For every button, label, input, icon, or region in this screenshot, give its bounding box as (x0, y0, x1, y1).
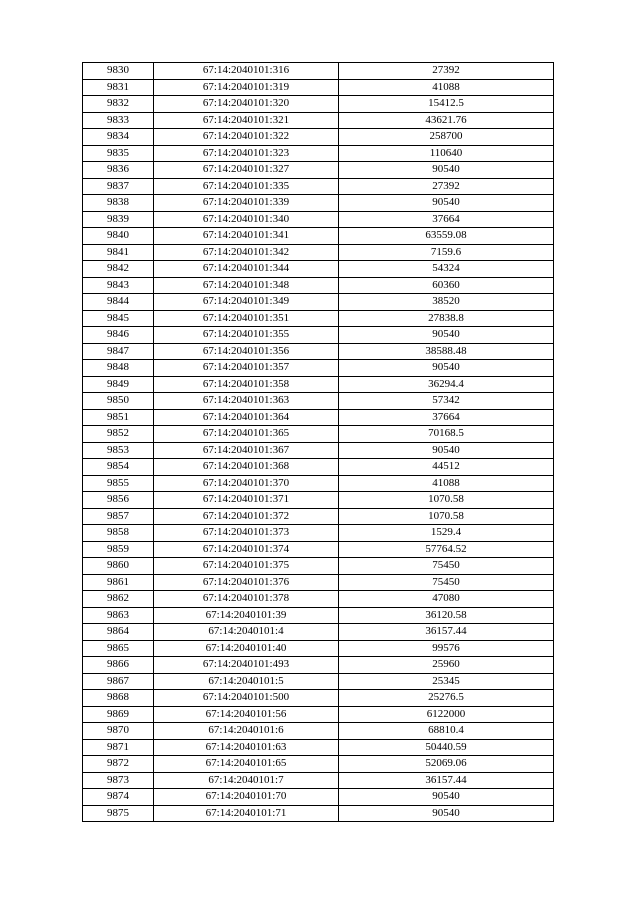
table-row (83, 261, 554, 278)
row-number-cell: 9852 (83, 426, 154, 443)
value-cell: 90540 (339, 195, 554, 212)
row-number-cell: 9855 (83, 475, 154, 492)
table-row (83, 756, 554, 773)
table-row (83, 558, 554, 575)
cadastral-number-cell: 67:14:2040101:327 (154, 162, 339, 179)
value-cell: 90540 (339, 162, 554, 179)
value-cell: 36294.4 (339, 376, 554, 393)
cadastral-number-cell: 67:14:2040101:342 (154, 244, 339, 261)
value-cell: 70168.5 (339, 426, 554, 443)
row-number-cell: 9834 (83, 129, 154, 146)
value-cell: 7159.6 (339, 244, 554, 261)
value-cell: 90540 (339, 360, 554, 377)
row-number-cell: 9865 (83, 640, 154, 657)
cadastral-number-cell: 67:14:2040101:4 (154, 624, 339, 641)
value-cell: 41088 (339, 475, 554, 492)
cadastral-number-cell: 67:14:2040101:371 (154, 492, 339, 509)
table-row (83, 327, 554, 344)
value-cell: 57764.52 (339, 541, 554, 558)
row-number-cell: 9859 (83, 541, 154, 558)
cadastral-number-cell: 67:14:2040101:370 (154, 475, 339, 492)
cadastral-number-cell: 67:14:2040101:6 (154, 723, 339, 740)
value-cell: 25960 (339, 657, 554, 674)
table-row (83, 805, 554, 822)
value-cell: 25276.5 (339, 690, 554, 707)
value-cell: 37664 (339, 409, 554, 426)
cadastral-number-cell: 67:14:2040101:367 (154, 442, 339, 459)
value-cell: 41088 (339, 79, 554, 96)
row-number-cell: 9864 (83, 624, 154, 641)
table-row (83, 574, 554, 591)
cadastral-number-cell: 67:14:2040101:348 (154, 277, 339, 294)
table-row (83, 96, 554, 113)
table-row (83, 706, 554, 723)
value-cell: 38520 (339, 294, 554, 311)
value-cell: 6122000 (339, 706, 554, 723)
table-row (83, 657, 554, 674)
value-cell: 90540 (339, 789, 554, 806)
value-cell: 258700 (339, 129, 554, 146)
value-cell: 52069.06 (339, 756, 554, 773)
table-row (83, 475, 554, 492)
value-cell: 1070.58 (339, 492, 554, 509)
table-row (83, 442, 554, 459)
value-cell: 44512 (339, 459, 554, 476)
row-number-cell: 9843 (83, 277, 154, 294)
cadastral-number-cell: 67:14:2040101:56 (154, 706, 339, 723)
table-row (83, 640, 554, 657)
table-row (83, 525, 554, 542)
value-cell: 63559.08 (339, 228, 554, 245)
row-number-cell: 9832 (83, 96, 154, 113)
row-number-cell: 9870 (83, 723, 154, 740)
table-row (83, 492, 554, 509)
row-number-cell: 9845 (83, 310, 154, 327)
cadastral-number-cell: 67:14:2040101:368 (154, 459, 339, 476)
table-row (83, 624, 554, 641)
table-row (83, 211, 554, 228)
cadastral-number-cell: 67:14:2040101:374 (154, 541, 339, 558)
table-row (83, 541, 554, 558)
table-row (83, 393, 554, 410)
cadastral-number-cell: 67:14:2040101:358 (154, 376, 339, 393)
row-number-cell: 9840 (83, 228, 154, 245)
cadastral-number-cell: 67:14:2040101:357 (154, 360, 339, 377)
row-number-cell: 9866 (83, 657, 154, 674)
cadastral-number-cell: 67:14:2040101:335 (154, 178, 339, 195)
row-number-cell: 9850 (83, 393, 154, 410)
row-number-cell: 9851 (83, 409, 154, 426)
row-number-cell: 9841 (83, 244, 154, 261)
table-row (83, 294, 554, 311)
value-cell: 1529.4 (339, 525, 554, 542)
cadastral-number-cell: 67:14:2040101:372 (154, 508, 339, 525)
row-number-cell: 9861 (83, 574, 154, 591)
row-number-cell: 9872 (83, 756, 154, 773)
row-number-cell: 9860 (83, 558, 154, 575)
table-row (83, 360, 554, 377)
value-cell: 27392 (339, 63, 554, 80)
value-cell: 57342 (339, 393, 554, 410)
cadastral-number-cell: 67:14:2040101:63 (154, 739, 339, 756)
cadastral-number-cell: 67:14:2040101:500 (154, 690, 339, 707)
row-number-cell: 9869 (83, 706, 154, 723)
row-number-cell: 9875 (83, 805, 154, 822)
table-row (83, 607, 554, 624)
cadastral-number-cell: 67:14:2040101:349 (154, 294, 339, 311)
cadastral-number-cell: 67:14:2040101:344 (154, 261, 339, 278)
row-number-cell: 9871 (83, 739, 154, 756)
table-row (83, 178, 554, 195)
row-number-cell: 9863 (83, 607, 154, 624)
value-cell: 47080 (339, 591, 554, 608)
value-cell: 90540 (339, 442, 554, 459)
value-cell: 90540 (339, 327, 554, 344)
value-cell: 1070.58 (339, 508, 554, 525)
cadastral-number-cell: 67:14:2040101:373 (154, 525, 339, 542)
row-number-cell: 9862 (83, 591, 154, 608)
cadastral-number-cell: 67:14:2040101:316 (154, 63, 339, 80)
cadastral-number-cell: 67:14:2040101:351 (154, 310, 339, 327)
table-row (83, 673, 554, 690)
cadastral-number-cell: 67:14:2040101:322 (154, 129, 339, 146)
table-row (83, 112, 554, 129)
cadastral-number-cell: 67:14:2040101:319 (154, 79, 339, 96)
cadastral-number-cell: 67:14:2040101:364 (154, 409, 339, 426)
value-cell: 38588.48 (339, 343, 554, 360)
table-row (83, 310, 554, 327)
value-cell: 75450 (339, 574, 554, 591)
cadastral-number-cell: 67:14:2040101:493 (154, 657, 339, 674)
cadastral-number-cell: 67:14:2040101:339 (154, 195, 339, 212)
table-row (83, 739, 554, 756)
table-row (83, 129, 554, 146)
value-cell: 50440.59 (339, 739, 554, 756)
cadastral-number-cell: 67:14:2040101:40 (154, 640, 339, 657)
row-number-cell: 9842 (83, 261, 154, 278)
table-row (83, 376, 554, 393)
cadastral-number-cell: 67:14:2040101:340 (154, 211, 339, 228)
table-row (83, 162, 554, 179)
table-row (83, 195, 554, 212)
table-row (83, 228, 554, 245)
table-row (83, 63, 554, 80)
cadastral-number-cell: 67:14:2040101:65 (154, 756, 339, 773)
row-number-cell: 9858 (83, 525, 154, 542)
value-cell: 110640 (339, 145, 554, 162)
value-cell: 60360 (339, 277, 554, 294)
cadastral-number-cell: 67:14:2040101:355 (154, 327, 339, 344)
row-number-cell: 9853 (83, 442, 154, 459)
table-row (83, 277, 554, 294)
value-cell: 27392 (339, 178, 554, 195)
cadastral-number-cell: 67:14:2040101:70 (154, 789, 339, 806)
cadastral-number-cell: 67:14:2040101:321 (154, 112, 339, 129)
row-number-cell: 9868 (83, 690, 154, 707)
row-number-cell: 9874 (83, 789, 154, 806)
table-row (83, 79, 554, 96)
row-number-cell: 9833 (83, 112, 154, 129)
row-number-cell: 9839 (83, 211, 154, 228)
cadastral-number-cell: 67:14:2040101:323 (154, 145, 339, 162)
cadastral-number-cell: 67:14:2040101:7 (154, 772, 339, 789)
row-number-cell: 9844 (83, 294, 154, 311)
cadastral-number-cell: 67:14:2040101:363 (154, 393, 339, 410)
table-row (83, 459, 554, 476)
table-row (83, 145, 554, 162)
value-cell: 75450 (339, 558, 554, 575)
table-row (83, 591, 554, 608)
cadastral-number-cell: 67:14:2040101:376 (154, 574, 339, 591)
row-number-cell: 9831 (83, 79, 154, 96)
row-number-cell: 9849 (83, 376, 154, 393)
value-cell: 36157.44 (339, 624, 554, 641)
row-number-cell: 9854 (83, 459, 154, 476)
value-cell: 27838.8 (339, 310, 554, 327)
cadastral-number-cell: 67:14:2040101:320 (154, 96, 339, 113)
value-cell: 36157.44 (339, 772, 554, 789)
cadastral-number-cell: 67:14:2040101:375 (154, 558, 339, 575)
table-body (83, 63, 554, 822)
row-number-cell: 9838 (83, 195, 154, 212)
row-number-cell: 9830 (83, 63, 154, 80)
value-cell: 37664 (339, 211, 554, 228)
cadastral-number-cell: 67:14:2040101:5 (154, 673, 339, 690)
row-number-cell: 9867 (83, 673, 154, 690)
table-row (83, 690, 554, 707)
value-cell: 99576 (339, 640, 554, 657)
value-cell: 43621.76 (339, 112, 554, 129)
row-number-cell: 9837 (83, 178, 154, 195)
table-row (83, 343, 554, 360)
value-cell: 90540 (339, 805, 554, 822)
value-cell: 25345 (339, 673, 554, 690)
row-number-cell: 9857 (83, 508, 154, 525)
cadastral-number-cell: 67:14:2040101:378 (154, 591, 339, 608)
cadastral-number-cell: 67:14:2040101:365 (154, 426, 339, 443)
table-row (83, 426, 554, 443)
value-cell: 15412.5 (339, 96, 554, 113)
cadastral-number-cell: 67:14:2040101:356 (154, 343, 339, 360)
cadastral-number-cell: 67:14:2040101:39 (154, 607, 339, 624)
value-cell: 36120.58 (339, 607, 554, 624)
value-cell: 54324 (339, 261, 554, 278)
table-row (83, 508, 554, 525)
row-number-cell: 9846 (83, 327, 154, 344)
cadastral-number-cell: 67:14:2040101:341 (154, 228, 339, 245)
table-row (83, 409, 554, 426)
table-row (83, 723, 554, 740)
data-table (82, 62, 554, 822)
table-row (83, 772, 554, 789)
row-number-cell: 9873 (83, 772, 154, 789)
cadastral-number-cell: 67:14:2040101:71 (154, 805, 339, 822)
table-row (83, 789, 554, 806)
row-number-cell: 9856 (83, 492, 154, 509)
row-number-cell: 9847 (83, 343, 154, 360)
table-row (83, 244, 554, 261)
value-cell: 68810.4 (339, 723, 554, 740)
row-number-cell: 9835 (83, 145, 154, 162)
row-number-cell: 9836 (83, 162, 154, 179)
row-number-cell: 9848 (83, 360, 154, 377)
